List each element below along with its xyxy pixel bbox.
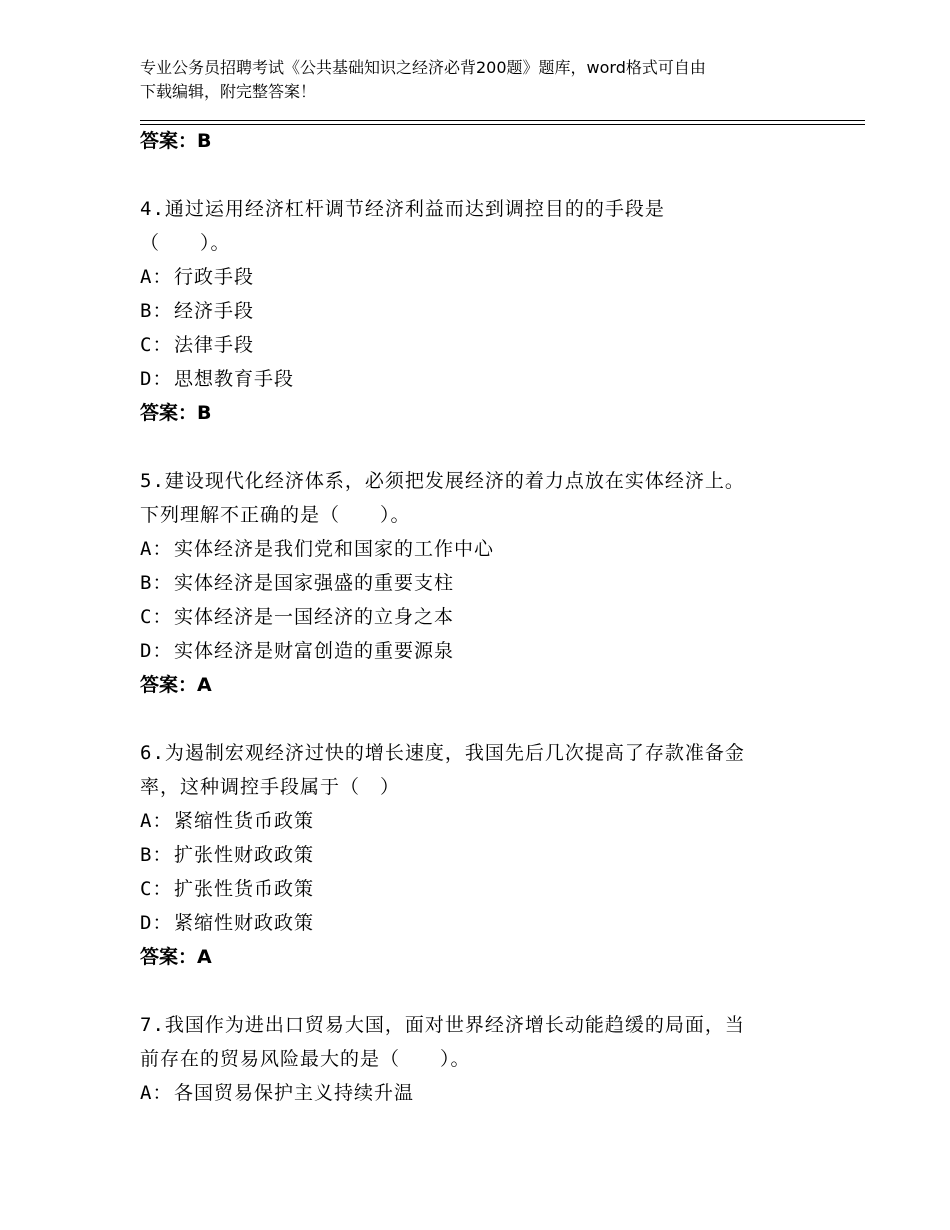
question-text: 7.我国作为进出口贸易大国，面对世界经济增长动能趋缓的局面，当 (140, 1014, 745, 1036)
option-text: 实体经济是财富创造的重要源泉 (174, 640, 455, 662)
question-block (140, 1008, 840, 1110)
option-text: 思想教育手段 (174, 368, 295, 390)
answer-line: 答案：B (140, 402, 212, 424)
option-label: A： (140, 810, 173, 832)
option-b (140, 566, 840, 600)
question-text: 下列理解不正确的是（ ）。 (140, 504, 411, 526)
header-line-1: 专业公务员招聘考试《公共基础知识之经济必背200题》题库，word格式可自由 (140, 58, 706, 77)
option-label: B： (140, 572, 173, 594)
option-a (140, 804, 840, 838)
option-text: 紧缩性货币政策 (174, 810, 315, 832)
header-line-2: 下载编辑，附完整答案！ (140, 82, 317, 101)
option-label: C： (140, 878, 173, 900)
spacer (140, 974, 840, 1008)
option-label: D： (140, 912, 173, 934)
option-text: 法律手段 (174, 334, 255, 356)
answer-line: 答案：A (140, 946, 212, 968)
option-b (140, 838, 840, 872)
option-label: D： (140, 368, 173, 390)
spacer (140, 702, 840, 736)
answer-line: 答案：B (140, 130, 212, 152)
option-label: A： (140, 266, 173, 288)
spacer (140, 430, 840, 464)
page-header (140, 56, 830, 104)
option-text: 实体经济是我们党和国家的工作中心 (174, 538, 495, 560)
option-label: B： (140, 300, 173, 322)
spacer (140, 158, 840, 192)
question-text: 4.通过运用经济杠杆调节经济利益而达到调控目的的手段是 (140, 198, 665, 220)
question-text: 前存在的贸易风险最大的是（ ）。 (140, 1048, 471, 1070)
option-text: 各国贸易保护主义持续升温 (174, 1082, 415, 1104)
option-text: 经济手段 (174, 300, 255, 322)
option-label: D： (140, 640, 173, 662)
option-label: A： (140, 1082, 173, 1104)
option-a (140, 1076, 840, 1110)
option-label: C： (140, 334, 173, 356)
option-d (140, 362, 840, 396)
option-c (140, 872, 840, 906)
option-a (140, 260, 840, 294)
option-text: 行政手段 (174, 266, 255, 288)
option-text: 实体经济是一国经济的立身之本 (174, 606, 455, 628)
question-block (140, 192, 840, 430)
option-b (140, 294, 840, 328)
question-text: 6.为遏制宏观经济过快的增长速度，我国先后几次提高了存款准备金 (140, 742, 745, 764)
question-block (140, 464, 840, 702)
question-block (140, 736, 840, 974)
question-list (140, 124, 840, 1110)
option-c (140, 328, 840, 362)
option-text: 紧缩性财政政策 (174, 912, 315, 934)
option-d (140, 906, 840, 940)
option-d (140, 634, 840, 668)
option-text: 实体经济是国家强盛的重要支柱 (174, 572, 455, 594)
option-c (140, 600, 840, 634)
option-label: B： (140, 844, 173, 866)
option-a (140, 532, 840, 566)
question-text: 5.建设现代化经济体系，必须把发展经济的着力点放在实体经济上。 (140, 470, 745, 492)
option-text: 扩张性财政政策 (174, 844, 315, 866)
question-text: 率，这种调控手段属于（ ） (140, 776, 401, 798)
question-text: （ ）。 (140, 232, 231, 254)
option-label: C： (140, 606, 173, 628)
option-text: 扩张性货币政策 (174, 878, 315, 900)
answer-line: 答案：A (140, 674, 212, 696)
option-label: A： (140, 538, 173, 560)
